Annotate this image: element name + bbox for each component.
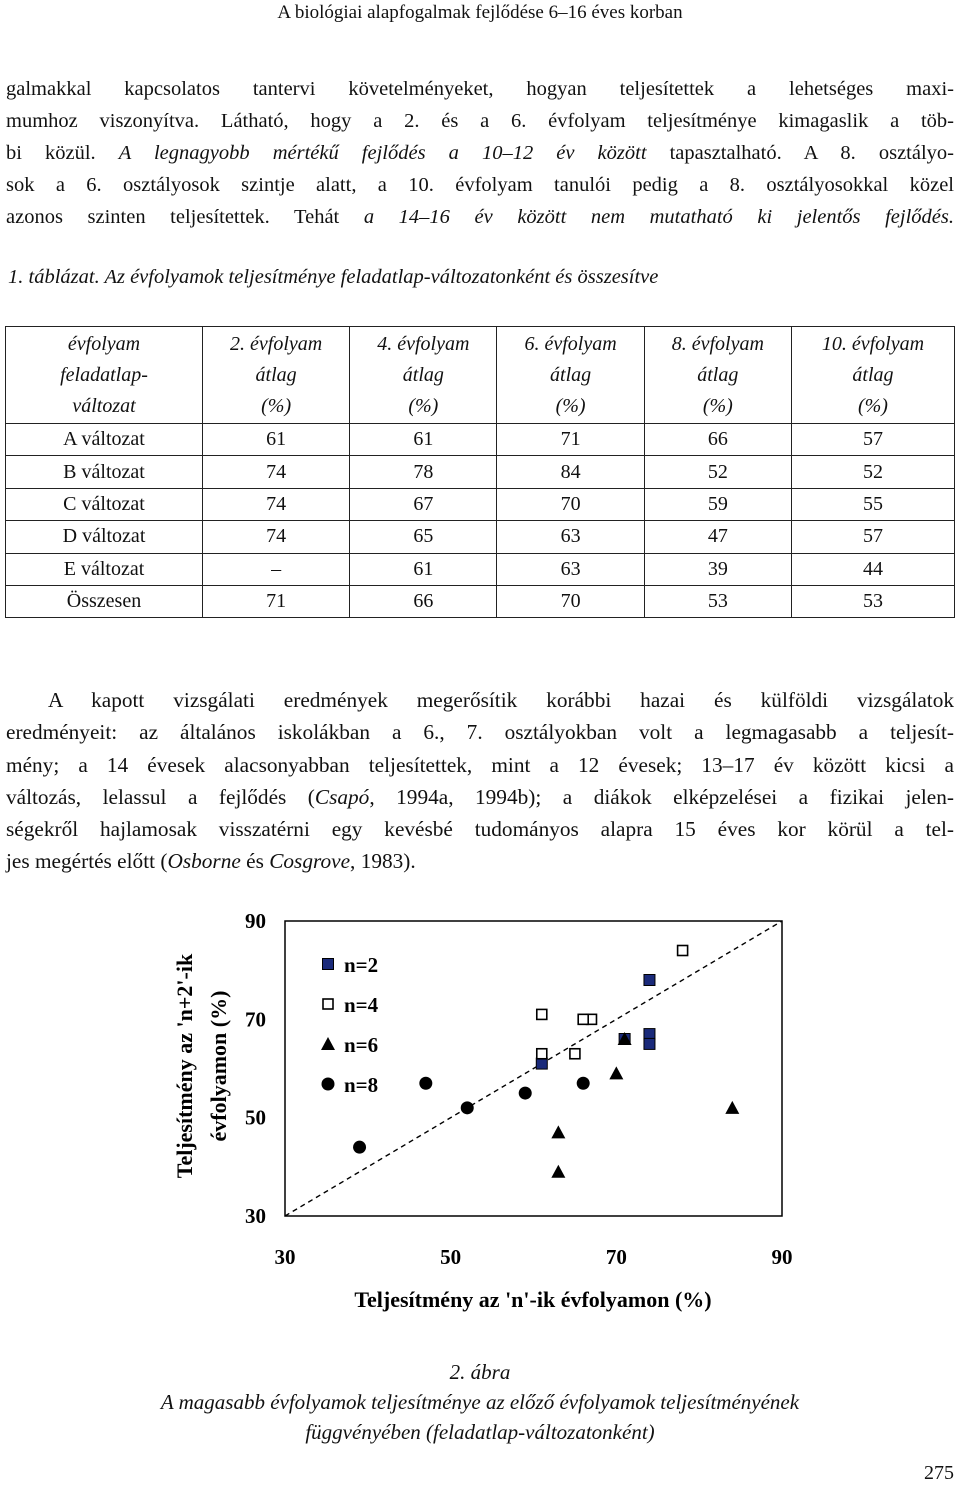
value-cell: 52 — [791, 456, 954, 488]
legend-marker — [321, 1037, 335, 1050]
header-line: átlag — [255, 364, 297, 386]
text-run: jes megértés előtt ( — [6, 849, 168, 874]
italic-text: Csapó — [314, 784, 370, 809]
value-cell: 78 — [350, 456, 497, 488]
header-line: (%) — [857, 395, 888, 417]
value-cell: 57 — [791, 424, 954, 456]
data-point-n6 — [725, 1101, 739, 1114]
header-line: 10. évfolyam — [821, 333, 925, 355]
header-line: 6. évfolyam — [524, 333, 617, 355]
text-run: eredményeit: az általános iskolákban a 6., 7. osztályokban volt a legmagasabb a teljesít- — [6, 720, 954, 745]
row-label-cell: D változat — [6, 521, 203, 553]
text-run: és — [240, 849, 270, 874]
italic-text: A legnagyobb mértékű fejlődés a 10–12 év között — [118, 142, 647, 164]
data-point-n6 — [551, 1165, 565, 1178]
x-tick-label: 70 — [605, 1245, 627, 1269]
italic-text: Cosgrove — [269, 849, 351, 874]
data-point-n8 — [461, 1101, 474, 1114]
legend-label: n=8 — [344, 1073, 379, 1097]
text-run: azonos szinten teljesítettek. Tehát — [6, 206, 364, 228]
text-run: , 1983). — [350, 849, 416, 874]
data-point-n4 — [678, 946, 688, 956]
data-point-n4 — [570, 1049, 580, 1059]
text-run: sok a 6. osztályosok szintje alatt, a 10. évfolyam tanulói pedig a 8. osztályosokkal közel — [6, 174, 954, 196]
value-cell: 63 — [497, 553, 644, 585]
value-cell: 39 — [644, 553, 791, 585]
text-run: változás, lelassul a fejlődés ( — [6, 784, 315, 809]
legend-marker — [323, 959, 334, 970]
row-label-cell: A változat — [6, 424, 203, 456]
x-tick-label: 50 — [440, 1245, 462, 1269]
row-label-cell: B változat — [6, 456, 203, 488]
page-number: 275 — [924, 1462, 954, 1484]
value-cell: 74 — [203, 456, 350, 488]
figure-caption-line-2: függvényében (feladatlap-változatonként) — [305, 1420, 655, 1444]
header-line: évfolyam — [67, 333, 141, 355]
data-point-n2 — [644, 975, 655, 986]
header-line: átlag — [852, 364, 894, 386]
value-cell: 61 — [350, 553, 497, 585]
value-cell: 55 — [791, 488, 954, 520]
value-cell: 47 — [644, 521, 791, 553]
data-point-n6 — [609, 1066, 623, 1079]
value-cell: 66 — [350, 585, 497, 617]
data-point-n4 — [537, 1009, 547, 1019]
text-run: ségekről hajlamosak visszatérni egy kevésbé tudományos alapra 15 éves kor körül a tel- — [6, 817, 954, 842]
data-point-n8 — [577, 1077, 590, 1090]
legend-marker — [323, 999, 333, 1009]
x-tick-label: 90 — [771, 1245, 793, 1269]
data-point-n2 — [536, 1058, 547, 1069]
value-cell: 53 — [644, 585, 791, 617]
text-run: bi közül. — [6, 142, 119, 164]
data-point-n4 — [537, 1049, 547, 1059]
value-cell: 61 — [203, 424, 350, 456]
italic-text: Osborne — [167, 849, 241, 874]
y-tick-label: 30 — [245, 1204, 266, 1228]
text-run: A kapott vizsgálati eredmények megerősítik korábbi hazai és külföldi vizsgálatok — [48, 688, 954, 712]
value-cell: 70 — [497, 488, 644, 520]
header-line: (%) — [702, 395, 733, 417]
text-run: mény; a 14 évesek alacsonyabban teljesítettek, mint a 12 évesek; 13–17 év között kicsi a — [6, 752, 954, 777]
value-cell: 74 — [203, 521, 350, 553]
y-axis-label: évfolyamon (%) — [206, 990, 231, 1142]
value-cell: 65 — [350, 521, 497, 553]
value-cell: 66 — [644, 424, 791, 456]
text-run: galmakkal kapcsolatos tantervi követelményeket, hogyan teljesítettek a lehetséges maxi- — [6, 78, 954, 100]
header-line: (%) — [555, 395, 586, 417]
value-cell: 52 — [644, 456, 791, 488]
figure-caption — [0, 1357, 960, 1447]
header-line: változat — [72, 395, 136, 417]
italic-text: a 14–16 év között nem mutatható ki jelentős fejlődés. — [363, 206, 954, 228]
header-line: 2. évfolyam — [230, 333, 323, 355]
data-point-n8 — [519, 1087, 532, 1100]
figure-number: 2. ábra — [449, 1360, 511, 1384]
text-run: tapasztalható. A 8. osztályo- — [646, 142, 954, 164]
y-tick-label: 90 — [245, 909, 266, 933]
header-line: (%) — [408, 395, 439, 417]
figure-caption-line-1: A magasabb évfolyamok teljesítménye az előző évfolyamok teljesítményének — [160, 1390, 800, 1414]
value-cell: 44 — [791, 553, 954, 585]
header-line: 4. évfolyam — [377, 333, 470, 355]
data-point-n4 — [578, 1014, 588, 1024]
header-line: (%) — [261, 395, 292, 417]
value-cell: – — [203, 553, 350, 585]
value-cell: 71 — [203, 585, 350, 617]
header-line: feladatlap- — [60, 364, 148, 386]
data-point-n8 — [419, 1077, 432, 1090]
header-line: 8. évfolyam — [671, 333, 764, 355]
value-cell: 57 — [791, 521, 954, 553]
data-point-n6 — [551, 1125, 565, 1138]
y-axis-label: Teljesítmény az 'n+2'-ik — [172, 953, 197, 1179]
header-line: átlag — [697, 364, 739, 386]
value-cell: 67 — [350, 488, 497, 520]
x-tick-label: 30 — [274, 1245, 296, 1269]
legend-label: n=6 — [344, 1033, 379, 1057]
value-cell: 63 — [497, 521, 644, 553]
legend-marker — [322, 1078, 335, 1091]
text-run: , 1994a, 1994b); a diákok elképzelései a fizikai jelen- — [369, 784, 954, 809]
data-point-n8 — [353, 1141, 366, 1154]
data-point-n2 — [644, 1038, 655, 1049]
value-cell: 59 — [644, 488, 791, 520]
value-cell: 74 — [203, 488, 350, 520]
header-line: átlag — [550, 364, 592, 386]
legend-label: n=2 — [344, 953, 379, 977]
y-tick-label: 50 — [245, 1105, 266, 1130]
header-line: átlag — [402, 364, 444, 386]
value-cell: 61 — [350, 424, 497, 456]
value-cell: 84 — [497, 456, 644, 488]
x-axis-label: Teljesítmény az 'n'-ik évfolyamon (%) — [354, 1287, 712, 1312]
row-label-cell: Összesen — [6, 585, 203, 617]
row-label-cell: C változat — [6, 488, 203, 520]
value-cell: 70 — [497, 585, 644, 617]
value-cell: 53 — [791, 585, 954, 617]
value-cell: 71 — [497, 424, 644, 456]
legend-label: n=4 — [344, 993, 379, 1017]
running-header: A biológiai alapfogalmak fejlődése 6–16 éves korban — [277, 2, 683, 23]
text-run: mumhoz viszonyítva. Látható, hogy a 2. és a 6. évfolyam teljesítménye kimagaslik a töb- — [6, 110, 954, 132]
y-tick-label: 70 — [245, 1007, 266, 1032]
table-caption: 1. táblázat. Az évfolyamok teljesítménye feladatlap-változatonként és összesítve — [8, 266, 659, 288]
row-label-cell: E változat — [6, 553, 203, 585]
